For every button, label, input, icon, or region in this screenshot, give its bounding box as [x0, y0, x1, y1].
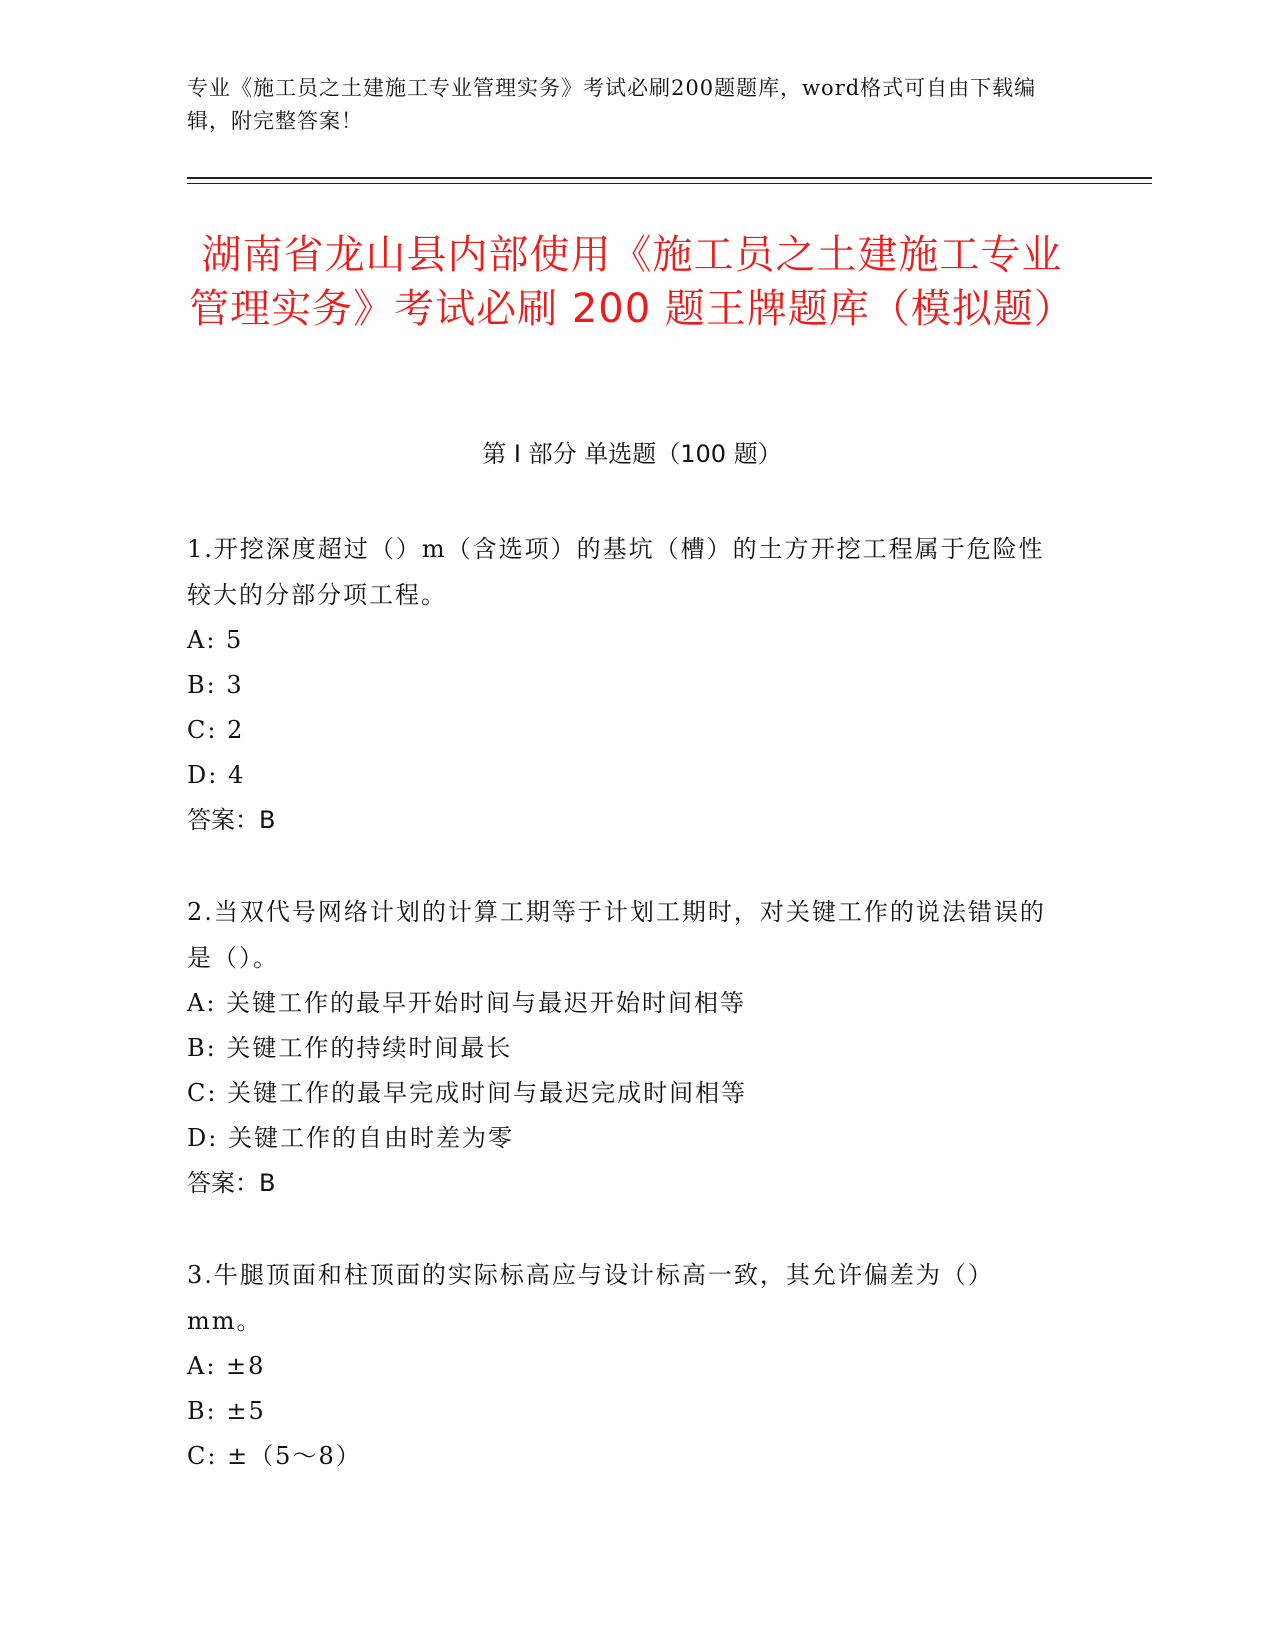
- option-a: A: 5: [187, 626, 244, 654]
- answer: 答案：B: [187, 806, 276, 834]
- document-header: 专业《施工员之土建施工专业管理实务》考试必刷200题题库，word格式可自由下载编辑，附完整答案！: [187, 76, 1037, 133]
- option-b: B: 关键工作的持续时间最长: [187, 1034, 513, 1062]
- option-a: A: ±8: [187, 1352, 266, 1380]
- option-d: D: 4: [187, 761, 246, 789]
- option-b: B: ±5: [187, 1397, 266, 1425]
- question-stem: 1.开挖深度超过（）m（含选项）的基坑（槽）的土方开挖工程属于危险性较大的分部分项工程。: [187, 535, 1045, 609]
- question-3: [187, 1252, 1067, 1479]
- option-c: C: 2: [187, 716, 245, 744]
- question-stem: 2.当双代号网络计划的计算工期等于计划工期时，对关键工作的说法错误的是（）。: [187, 898, 1046, 972]
- header-rule-thick: [187, 177, 1152, 179]
- option-c: C: 关键工作的最早完成时间与最迟完成时间相等: [187, 1079, 748, 1107]
- document-title: 湖南省龙山县内部使用《施工员之土建施工专业管理实务》考试必刷 200 题王牌题库（模拟题）: [189, 232, 1075, 332]
- option-b: B: 3: [187, 671, 244, 699]
- answer: 答案：B: [187, 1169, 276, 1197]
- question-1: [187, 526, 1067, 843]
- option-a: A: 关键工作的最早开始时间与最迟开始时间相等: [187, 989, 747, 1017]
- question-2: [187, 889, 1067, 1206]
- section-heading: 第 I 部分 单选题（100 题）: [482, 440, 782, 468]
- option-d: D: 关键工作的自由时差为零: [187, 1124, 514, 1152]
- option-c: C: ±（5～8）: [187, 1442, 362, 1470]
- question-stem: 3.牛腿顶面和柱顶面的实际标高应与设计标高一致，其允许偏差为（）mm。: [187, 1261, 994, 1335]
- header-rule-thin: [187, 183, 1152, 184]
